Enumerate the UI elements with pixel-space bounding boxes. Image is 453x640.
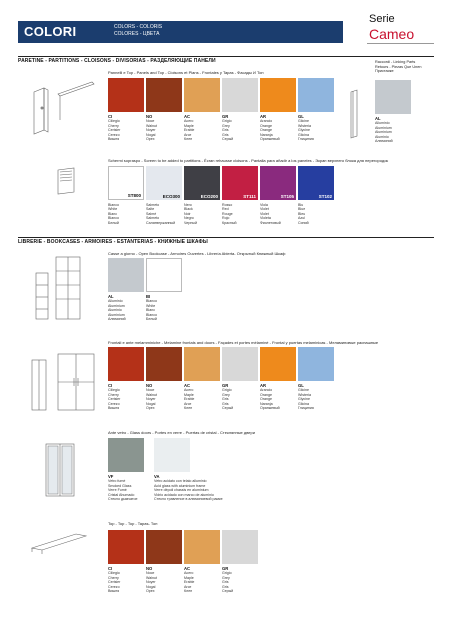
section-divider-bookcases <box>18 237 434 238</box>
swatch-label <box>108 475 138 501</box>
color-name: Белый <box>108 220 119 225</box>
swatch-code: GR <box>222 566 229 571</box>
color-name: Arancio <box>260 119 273 124</box>
swatch-label <box>184 203 197 225</box>
color-name: Aluminio <box>108 308 122 313</box>
caption-open-bookcase: Casse a giorno - Open Bookcase - Armoires Ouvertes - Librería Abierta- Открытый Книжный Шкаф <box>108 251 286 256</box>
color-swatch <box>184 530 220 564</box>
color-name: Erable <box>184 397 195 402</box>
swatch-code: ST102 <box>318 194 332 199</box>
caption-panels-top: Pannelli e Top - Panels and Top - Cloisons et Plans - Frontales y Tapas - Фасады И Топ <box>108 70 264 75</box>
melamine-cabinets-drawing <box>28 350 100 420</box>
caption-top: Top - Top - Top - Tapas- Топ <box>108 521 158 526</box>
swatch-label <box>108 203 119 225</box>
color-name: Grey <box>222 392 230 397</box>
color-name: Серый <box>222 589 234 594</box>
color-name: Вишня <box>108 406 120 411</box>
color-name: Орех <box>146 406 155 411</box>
color-name: Negro <box>184 216 194 221</box>
color-name: Vetro acidato con telaio alluminio <box>154 479 207 484</box>
color-swatch <box>154 438 190 472</box>
color-name: Глициния <box>298 406 314 411</box>
color-name: Blanc <box>146 308 155 313</box>
color-name: Клен <box>184 406 193 411</box>
color-name: Azul <box>298 216 305 221</box>
color-name: Orange <box>260 123 272 128</box>
header-subtitle-2: COLORES - ЦВЕТА <box>114 31 160 37</box>
color-name: Салатвержанный <box>146 220 176 225</box>
color-name: Orange <box>260 397 272 402</box>
partition-drawing <box>28 80 96 140</box>
swatch-label <box>146 384 157 410</box>
swatch-code: AC <box>184 114 191 119</box>
swatch-label <box>260 384 280 410</box>
swatch-label <box>260 115 280 141</box>
color-name: Glycine <box>298 128 310 133</box>
color-swatch <box>298 166 334 200</box>
swatch-label <box>108 115 120 141</box>
color-name: Фиолетовый <box>260 220 281 225</box>
color-name: Cerisier <box>108 128 121 133</box>
color-name: Белый <box>146 317 157 322</box>
swatch-code: VF <box>108 474 114 479</box>
color-name: Erable <box>184 580 195 585</box>
color-name: Violeta <box>260 216 271 221</box>
section-title-bookcases: LIBRERIE - BOOKCASES - ARMOIRES - ESTANTERIAS - КНИЖНЫЕ ШКАФЫ <box>18 239 208 245</box>
swatch-code: AR <box>260 114 267 119</box>
color-name: Rouge <box>222 211 233 216</box>
color-name: Glycine <box>298 397 310 402</box>
color-swatch <box>108 347 144 381</box>
color-name: Cherry <box>108 575 119 580</box>
color-name: Nogal <box>146 132 156 137</box>
serie-rule <box>367 43 434 44</box>
color-name: Bianco <box>108 203 119 207</box>
color-name: Ciliegio <box>108 388 120 393</box>
swatch-label <box>222 567 233 593</box>
swatch-code: CI <box>108 114 113 119</box>
screen-drawing <box>54 166 82 196</box>
swatch-code: BI <box>146 294 151 299</box>
color-name: Cerezo <box>108 584 120 589</box>
color-swatch <box>222 166 258 200</box>
swatch-label <box>154 475 223 501</box>
color-name: Cerisier <box>108 397 121 402</box>
swatch-label <box>108 567 120 593</box>
color-name: Arce <box>184 401 192 406</box>
color-name: Nogal <box>146 401 156 406</box>
swatch-label <box>298 384 314 410</box>
return-code: AL <box>375 116 381 121</box>
color-swatch <box>222 530 258 564</box>
color-name: Salmeto <box>146 216 160 221</box>
color-swatch <box>298 347 334 381</box>
swatch-code: AL <box>108 294 114 299</box>
color-name: Aluminio <box>375 134 389 139</box>
color-swatch <box>260 347 296 381</box>
swatch-code: ECO300 <box>162 194 180 199</box>
color-name: Maple <box>184 123 194 128</box>
color-name: Blanco <box>108 216 119 221</box>
color-name: Glicine <box>298 119 309 124</box>
color-name: Красный <box>222 220 237 225</box>
color-name: Rojo <box>222 216 230 221</box>
color-name: Синий <box>298 220 309 225</box>
swatch-label <box>222 384 233 410</box>
color-name: Cherry <box>108 392 119 397</box>
swatch-label <box>298 115 314 141</box>
swatch-code: AC <box>184 566 191 571</box>
color-name: Smoked Glass <box>108 483 132 488</box>
color-name: Gris <box>222 584 229 589</box>
color-name: Алюминий <box>108 317 126 322</box>
color-name: Gris <box>222 132 229 137</box>
color-swatch <box>146 78 182 112</box>
swatch-label <box>108 384 120 410</box>
color-swatch <box>184 78 220 112</box>
color-name: Orange <box>260 392 272 397</box>
color-name: Aluminium <box>108 312 125 317</box>
swatch-label <box>184 384 194 410</box>
color-name: Орех <box>146 137 155 142</box>
header-bar <box>18 21 343 43</box>
returns-line: Raccordi - Linking Parts <box>375 60 416 64</box>
returns-line: Retours - Piezas Que Unen <box>375 64 422 69</box>
swatch-label <box>146 203 175 225</box>
color-name: Maple <box>184 392 194 397</box>
caption-screens: Schermi sopraspo - Screen to be added to partitions - Écran rehausse cloisons - Pantalla para añadir a los paneles - Экран верхнего блока для перегородок <box>108 158 389 163</box>
top-drawing <box>28 528 90 558</box>
color-name: Verre dépoli chassis en aluminium <box>154 488 209 493</box>
color-swatch <box>184 166 220 200</box>
color-name: Salmé <box>146 211 157 216</box>
returns-text <box>375 60 421 74</box>
color-name: Cerezo <box>108 132 120 137</box>
color-name: Wisteria <box>298 392 311 397</box>
color-name: Вишня <box>108 589 120 594</box>
color-name: Vetro fumé <box>108 479 126 484</box>
color-name: Blanc <box>108 211 117 216</box>
return-swatch-label <box>375 117 393 143</box>
color-swatch <box>108 78 144 112</box>
returns-line: Пристаике <box>375 69 394 74</box>
color-name: Erable <box>184 128 195 133</box>
swatch-code: NO <box>146 114 153 119</box>
swatch-code: ST800 <box>127 193 141 198</box>
caption-glass-doors: Ante vetro - Glass doors - Portes en verre - Puertas de cristal - Стеклянные двери <box>108 430 255 435</box>
color-name: Серый <box>222 137 234 142</box>
color-name: Cherry <box>108 123 119 128</box>
color-name: Acero <box>184 388 194 393</box>
page-title: COLORI <box>24 24 77 39</box>
color-name: Noyer <box>146 128 156 133</box>
color-name: Noce <box>146 119 155 124</box>
color-swatch <box>222 347 258 381</box>
color-name: White <box>146 303 156 308</box>
color-name: Aluminium <box>375 130 392 135</box>
color-name: Alluminio <box>375 121 390 126</box>
swatch-code: VA <box>154 474 160 479</box>
color-name: Salmeto <box>146 203 160 207</box>
swatch-label <box>260 203 281 225</box>
color-name: Cristal Ahumado <box>108 492 135 497</box>
color-swatch <box>108 166 144 200</box>
color-name: Acid glass with aluminium frame <box>154 483 206 488</box>
caption-melamine-fronts: Frontali e ante melamminiche - Melamine frontals and doors - Façades et portes mélaminé - Frontal y puertas melaminicas - Меламиновые распашные <box>108 340 379 345</box>
color-swatch <box>146 347 182 381</box>
swatch-code: NO <box>146 566 153 571</box>
section-title-partitions: PARETINE - PARTITIONS - CLOISONS - DIVISORIAS - РАЗДЕЛЯЮЩИЕ ПАНЕЛИ <box>18 58 216 64</box>
color-name: Noce <box>146 388 155 393</box>
color-name: Глициния <box>298 137 314 142</box>
color-name: Черный <box>184 220 197 225</box>
swatch-code: AC <box>184 383 191 388</box>
color-name: Acero <box>184 119 194 124</box>
color-name: Ciliegio <box>108 571 120 576</box>
swatch-code: GL <box>298 383 304 388</box>
color-name: Noyer <box>146 580 156 585</box>
color-name: Cerisier <box>108 580 121 585</box>
swatch-label <box>108 295 126 321</box>
color-name: Blu <box>298 203 304 207</box>
color-name: Walnut <box>146 123 158 128</box>
color-name: Gris <box>222 401 229 406</box>
color-name: Серый <box>222 406 234 411</box>
color-name: Verre Fumé <box>108 488 127 493</box>
swatch-label <box>146 567 157 593</box>
color-name: Vidrio acidado con marco de aluminio <box>154 492 214 497</box>
open-bookcase-drawing <box>30 255 90 325</box>
color-name: Nogal <box>146 584 156 589</box>
color-name: Noir <box>184 211 191 216</box>
color-name: Орех <box>146 589 155 594</box>
color-name: Blanco <box>146 312 157 317</box>
color-name: Вишня <box>108 137 120 142</box>
swatch-code: CI <box>108 566 113 571</box>
color-name: Nero <box>184 203 192 207</box>
swatch-code: ST111 <box>243 194 256 199</box>
swatch-code: GL <box>298 114 304 119</box>
color-name: Salte <box>146 207 155 212</box>
color-name: Walnut <box>146 575 158 580</box>
color-name: Glicine <box>298 388 309 393</box>
color-name: Оранжевый <box>260 406 280 411</box>
swatch-code: GR <box>222 383 229 388</box>
color-name: Walnut <box>146 392 158 397</box>
color-name: Maple <box>184 575 194 580</box>
color-name: Оранжевый <box>260 137 280 142</box>
swatch-label <box>146 295 157 321</box>
color-swatch <box>108 530 144 564</box>
color-name: Grigio <box>222 571 232 576</box>
color-name: Gris <box>222 397 229 402</box>
color-swatch <box>222 78 258 112</box>
color-swatch <box>298 78 334 112</box>
color-name: Алюминий <box>375 139 393 144</box>
swatch-code: GR <box>222 114 229 119</box>
color-name: Стекло дымчатое <box>108 497 138 502</box>
color-name: Grey <box>222 123 230 128</box>
color-name: Gris <box>222 580 229 585</box>
color-name: Glicina <box>298 401 309 406</box>
swatch-code: CI <box>108 383 113 388</box>
swatch-label <box>146 115 157 141</box>
swatch-label <box>184 115 194 141</box>
color-name: Aluminium <box>108 303 125 308</box>
color-name: Cerezo <box>108 401 120 406</box>
color-name: Black <box>184 207 193 212</box>
color-name: Стекло травленое в алюминиевой рамке <box>154 497 223 502</box>
color-name: Aluminium <box>375 125 392 130</box>
serie-label: Serie <box>369 13 395 25</box>
color-name: Naranja <box>260 132 273 137</box>
swatch-code: ST105 <box>280 194 294 199</box>
section-divider-partitions <box>18 56 434 57</box>
swatch-label <box>222 203 236 225</box>
color-swatch <box>260 166 296 200</box>
return-swatch-al <box>375 80 411 114</box>
swatch-label <box>184 567 194 593</box>
serie-name: Cameo <box>369 26 415 42</box>
color-name: Noce <box>146 571 155 576</box>
swatch-label <box>222 115 233 141</box>
color-name: Arancio <box>260 388 273 393</box>
color-name: Arce <box>184 132 192 137</box>
color-swatch <box>184 347 220 381</box>
header-subtitle-1: COLORS - COLORIS <box>114 24 163 30</box>
color-name: Bleu <box>298 211 306 216</box>
color-name: Red <box>222 207 229 212</box>
color-name: Клен <box>184 137 193 142</box>
color-name: Orange <box>260 128 272 133</box>
return-piece-drawing <box>343 88 369 140</box>
color-swatch <box>146 166 182 200</box>
color-name: Alluminio <box>108 299 123 304</box>
color-name: Grigio <box>222 119 232 124</box>
color-name: Naranja <box>260 401 273 406</box>
color-name: Acero <box>184 571 194 576</box>
color-name: Rosso <box>222 203 233 207</box>
color-name: Grey <box>222 575 230 580</box>
color-name: Gris <box>222 128 229 133</box>
color-swatch <box>108 258 144 292</box>
color-name: Glicina <box>298 132 309 137</box>
color-name: Arce <box>184 584 192 589</box>
swatch-code: NO <box>146 383 153 388</box>
color-name: Клен <box>184 589 193 594</box>
color-name: Violet <box>260 211 269 216</box>
color-name: Violet <box>260 207 269 212</box>
color-swatch <box>108 438 144 472</box>
color-swatch <box>146 258 182 292</box>
swatch-code: ECO200 <box>200 194 218 199</box>
swatch-code: AR <box>260 383 267 388</box>
color-name: White <box>108 207 118 212</box>
color-name: Blue <box>298 207 306 212</box>
color-swatch <box>146 530 182 564</box>
swatch-label <box>298 203 309 225</box>
color-name: Grigio <box>222 388 232 393</box>
color-name: Viola <box>260 203 268 207</box>
color-swatch <box>260 78 296 112</box>
glass-door-cabinet-drawing <box>28 440 88 502</box>
color-name: Wisteria <box>298 123 311 128</box>
color-name: Bianco <box>146 299 157 304</box>
color-name: Ciliegio <box>108 119 120 124</box>
color-name: Noyer <box>146 397 156 402</box>
